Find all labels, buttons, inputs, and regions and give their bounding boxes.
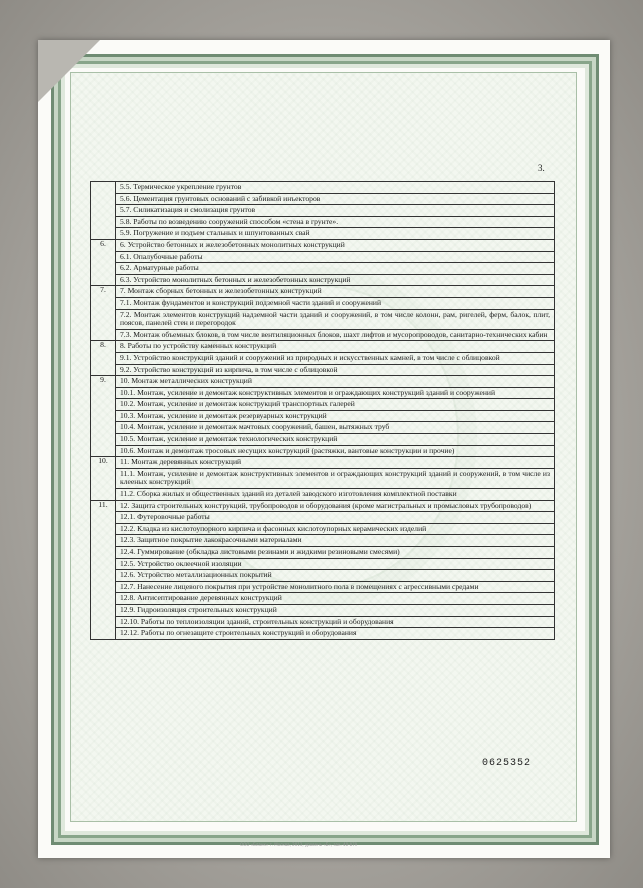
works-table <box>90 181 555 640</box>
list-item: 5.7. Силикатизация и смолизация грунтов <box>116 205 554 217</box>
list-item: 5.5. Термическое укрепление грунтов <box>116 182 554 194</box>
list-item: 12.10. Работы по теплоизоляции зданий, строительных конструкций и оборудования <box>116 617 554 629</box>
folded-corner <box>38 40 100 102</box>
list-item: 9.1. Устройство конструкций зданий и сооружений из природных и искусственных камней, в том числе с облицовкой <box>116 353 554 365</box>
list-item: 6.3. Устройство монолитных бетонных и железобетонных конструкций <box>120 274 351 284</box>
list-item: 6.1. Опалубочные работы <box>116 252 554 264</box>
list-item: 10.1. Монтаж, усиление и демонтаж конструктивных элементов и ограждающих конструкций зданий и сооружений <box>116 388 554 400</box>
row-items <box>116 457 555 500</box>
row-items <box>116 376 555 457</box>
list-item: 12.8. Антисептирование деревянных конструкций <box>116 593 554 605</box>
row-number <box>91 182 116 240</box>
row-items <box>116 500 555 639</box>
table-row <box>91 182 555 240</box>
list-item: 12.1. Футеровочные работы <box>116 512 554 524</box>
list-item: 11.2. Сборка жилых и общественных зданий из деталей заводского изготовления комплектной поставки <box>120 489 457 499</box>
row-items <box>116 286 555 341</box>
list-item: 10.2. Монтаж, усиление и демонтаж конструкций транспортных галерей <box>116 399 554 411</box>
table-row <box>91 457 555 500</box>
table-row <box>91 341 555 376</box>
list-item: 12.5. Устройство оклеечной изоляции <box>116 559 554 571</box>
list-item: 12.6. Устройство металлизационных покрытий <box>116 570 554 582</box>
row-number: 8. <box>91 341 116 376</box>
list-item: 7. Монтаж сборных бетонных и железобетонных конструкций <box>116 286 554 298</box>
list-item: 7.2. Монтаж элементов конструкций надземной части зданий и сооружений, в том числе колонн, рам, ригелей, ферм, балок, плит, поясов, панелей стен и перегородок <box>116 310 554 330</box>
table-row <box>91 500 555 639</box>
row-number: 10. <box>91 457 116 500</box>
row-number: 11. <box>91 500 116 639</box>
row-number: 9. <box>91 376 116 457</box>
serial-number: 0625352 <box>482 758 532 769</box>
list-item: 7.1. Монтаж фундаментов и конструкций подземной части зданий и сооружений <box>116 298 554 310</box>
list-item: 10. Монтаж металлических конструкций <box>116 376 554 388</box>
list-item: 12.2. Кладка из кислотоупорного кирпича и фасонных кислотоупорных керамических изделий <box>116 524 554 536</box>
list-item: 8. Работы по устройству каменных конструкций <box>116 341 554 353</box>
list-item: 11.1. Монтаж, усиление и демонтаж конструктивных элементов и ограждающих конструкций зданий и сооружений, в том числе из клееных конструкций <box>116 469 554 489</box>
list-item: 5.9. Погружение и подъем стальных и шпунтованных свай <box>120 228 310 238</box>
list-item: 10.4. Монтаж, усиление и демонтаж мачтовых сооружений, башен, вытяжных труб <box>116 422 554 434</box>
list-item: 12.9. Гидроизоляция строительных конструкций <box>116 605 554 617</box>
list-item: 12.4. Гуммирование (обкладка листовыми резинами и жидкими резиновыми смесями) <box>116 547 554 559</box>
list-item: 11. Монтаж деревянных конструкций <box>116 457 554 469</box>
table-row <box>91 239 555 285</box>
list-item: 6.2. Арматурные работы <box>116 263 554 275</box>
list-item: 10.3. Монтаж, усиление и демонтаж резервуарных конструкций <box>116 411 554 423</box>
list-item: 9.2. Устройство конструкций из кирпича, в том числе с облицовкой <box>120 364 338 374</box>
row-items <box>116 341 555 376</box>
printer-imprint: ООО «Бланк» г. Москва, 2013, уровень «Б», зак. 40-879 <box>240 842 358 847</box>
table-row <box>91 286 555 341</box>
list-item: 12.7. Нанесение лицевого покрытия при устройстве монолитного пола в помещениях с агрессивными средами <box>116 582 554 594</box>
list-item: 10.6. Монтаж и демонтаж тросовых несущих конструкций (растяжки, вантовые конструкции и прочие) <box>120 445 455 455</box>
row-number: 6. <box>91 239 116 285</box>
row-items <box>116 182 555 240</box>
list-item: 5.6. Цементация грунтовых оснований с забивкой инъекторов <box>116 194 554 206</box>
list-item: 5.8. Работы по возведению сооружений способом «стена в грунте». <box>116 217 554 229</box>
table-row <box>91 376 555 457</box>
row-number: 7. <box>91 286 116 341</box>
list-item: 6. Устройство бетонных и железобетонных монолитных конструкций <box>116 240 554 252</box>
list-item: 10.5. Монтаж, усиление и демонтаж технологических конструкций <box>116 434 554 446</box>
row-items <box>116 239 555 285</box>
page-number: 3. <box>538 163 545 173</box>
list-item: 12. Защита строительных конструкций, трубопроводов и оборудования (кроме магистральных и промысловых трубопроводов) <box>116 501 554 513</box>
list-item: 7.3. Монтаж объемных блоков, в том числе вентиляционных блоков, шахт лифтов и мусоропроводов, санитарно-технических кабин <box>120 329 548 339</box>
list-item: 12.12. Работы по огнезащите строительных конструкций и оборудования <box>120 628 357 638</box>
list-item: 12.3. Защитное покрытие лакокрасочными материалами <box>116 535 554 547</box>
